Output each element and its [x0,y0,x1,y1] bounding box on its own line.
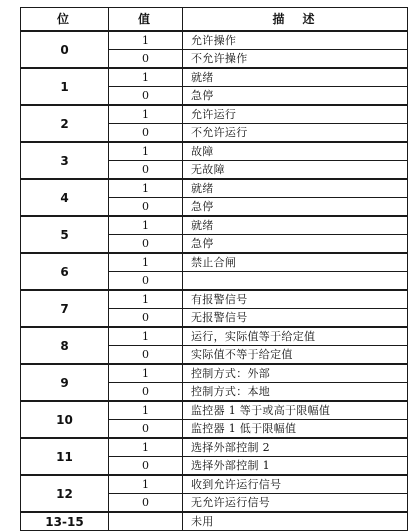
bit-number-cell: 1 [21,68,109,105]
bit-description-cell: 无允许运行信号 [183,494,408,513]
bit-number-cell: 3 [21,142,109,179]
bit-value-cell: 0 [109,87,183,106]
bit-description-cell: 就绪 [183,68,408,87]
bit-value-cell: 1 [109,438,183,457]
bit-value-cell: 1 [109,327,183,346]
table-row [21,512,408,531]
bit-definition-table-container [20,7,407,531]
bit-definition-table [20,7,408,531]
bit-description-cell: 急停 [183,198,408,217]
bit-value-cell: 0 [109,161,183,180]
bit-value-cell: 0 [109,50,183,69]
header-bit: 位 [21,8,109,32]
bit-value-cell: 1 [109,105,183,124]
bit-value-cell: 1 [109,31,183,50]
table-row [21,253,408,272]
bit-description-cell: 选择外部控制 2 [183,438,408,457]
bit-description-cell: 无报警信号 [183,309,408,328]
bit-description-cell: 有报警信号 [183,290,408,309]
bit-number-cell: 2 [21,105,109,142]
bit-description-cell: 就绪 [183,216,408,235]
bit-value-cell: 1 [109,401,183,420]
bit-description-cell: 无故障 [183,161,408,180]
bit-description-cell: 实际值不等于给定值 [183,346,408,365]
table-row [21,105,408,124]
bit-number-cell: 6 [21,253,109,290]
bit-description-cell: 监控器 1 等于或高于限幅值 [183,401,408,420]
table-header-row [21,8,408,32]
table-row [21,401,408,420]
bit-description-cell: 急停 [183,235,408,254]
table-body [21,31,408,531]
header-value: 值 [109,8,183,32]
bit-number-cell: 9 [21,364,109,401]
bit-value-cell: 0 [109,124,183,143]
bit-number-cell: 10 [21,401,109,438]
bit-description-cell: 收到允许运行信号 [183,475,408,494]
table-row [21,216,408,235]
bit-description-cell: 控制方式：外部 [183,364,408,383]
table-row [21,68,408,87]
bit-description-cell: 控制方式：本地 [183,383,408,402]
table-row [21,179,408,198]
bit-description-cell: 运行，实际值等于给定值 [183,327,408,346]
bit-number-cell: 0 [21,31,109,68]
table-row [21,438,408,457]
bit-description-cell: 禁止合闸 [183,253,408,272]
bit-description-cell: 未用 [183,512,408,531]
bit-number-cell: 7 [21,290,109,327]
bit-value-cell: 1 [109,253,183,272]
table-row [21,327,408,346]
bit-value-cell: 1 [109,364,183,383]
bit-value-cell: 1 [109,68,183,87]
bit-value-cell: 1 [109,290,183,309]
bit-description-cell: 允许操作 [183,31,408,50]
bit-value-cell: 1 [109,179,183,198]
bit-value-cell: 1 [109,475,183,494]
bit-description-cell: 选择外部控制 1 [183,457,408,476]
table-row [21,142,408,161]
bit-description-cell: 监控器 1 低于限幅值 [183,420,408,439]
bit-value-cell: 0 [109,494,183,513]
header-description: 描 述 [183,8,408,32]
bit-number-cell: 8 [21,327,109,364]
bit-value-cell: 1 [109,216,183,235]
bit-value-cell: 0 [109,272,183,291]
bit-description-cell: 就绪 [183,179,408,198]
bit-value-cell: 1 [109,142,183,161]
table-row [21,290,408,309]
table-row [21,364,408,383]
bit-value-cell: 0 [109,198,183,217]
bit-description-cell: 故障 [183,142,408,161]
bit-value-cell: 0 [109,420,183,439]
bit-value-cell [109,512,183,531]
bit-description-cell: 不允许操作 [183,50,408,69]
table-row [21,475,408,494]
bit-value-cell: 0 [109,383,183,402]
bit-number-cell: 11 [21,438,109,475]
bit-number-cell: 12 [21,475,109,512]
bit-value-cell: 0 [109,309,183,328]
bit-value-cell: 0 [109,235,183,254]
bit-number-cell: 4 [21,179,109,216]
bit-description-cell: 急停 [183,87,408,106]
bit-value-cell: 0 [109,457,183,476]
table-row [21,31,408,50]
bit-description-cell: 不允许运行 [183,124,408,143]
bit-number-cell: 13-15 [21,512,109,531]
bit-value-cell: 0 [109,346,183,365]
bit-number-cell: 5 [21,216,109,253]
bit-description-cell: 允许运行 [183,105,408,124]
bit-description-cell [183,272,408,291]
